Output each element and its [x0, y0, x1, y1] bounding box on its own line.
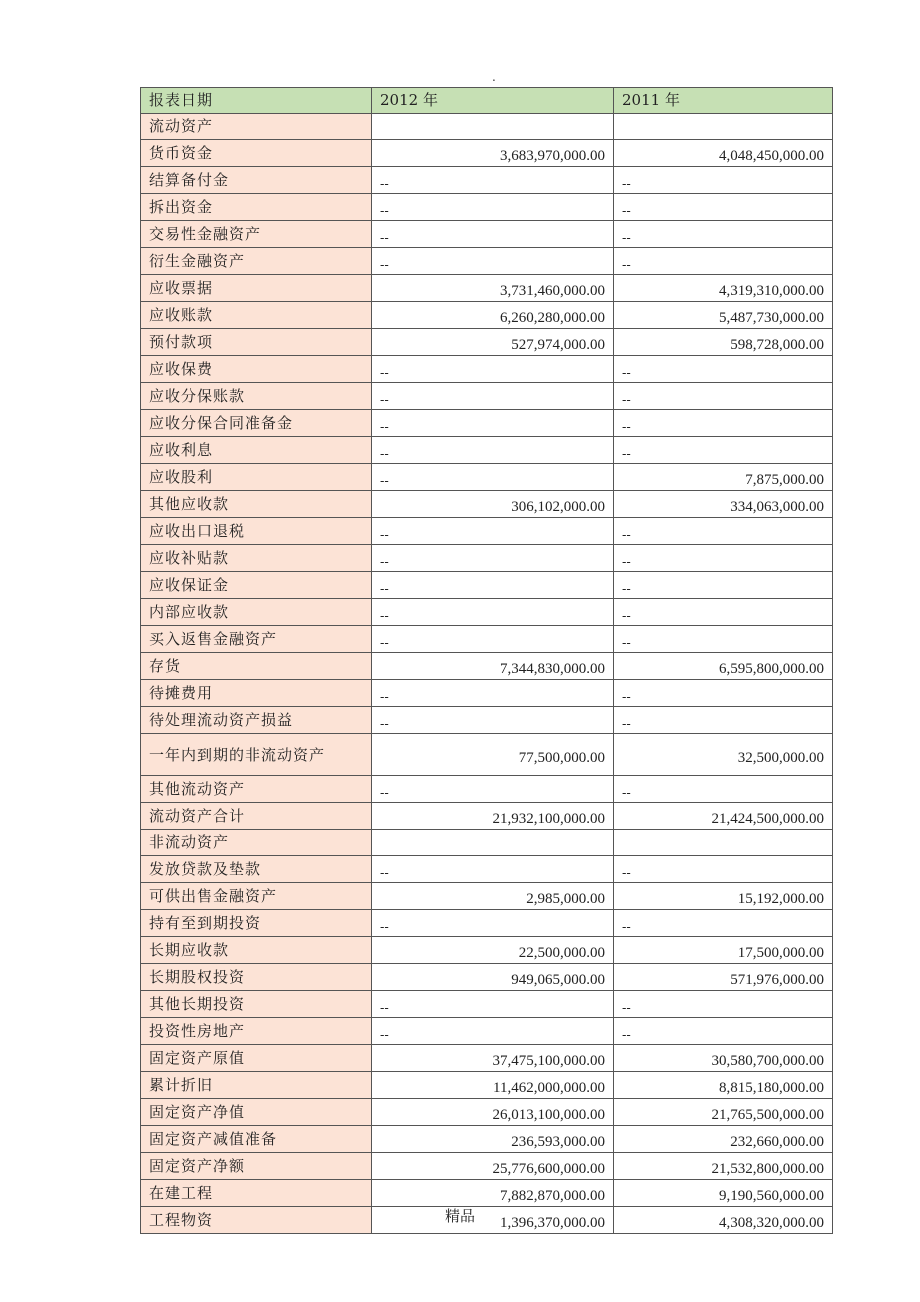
value-2012: [372, 1045, 614, 1072]
table-row: [141, 991, 833, 1018]
cell-text: 11,462,000,000.00: [493, 1080, 605, 1096]
table-row: [141, 410, 833, 437]
row-label: 待摊费用: [141, 680, 372, 707]
value-2011: [614, 1099, 833, 1126]
top-mark: .: [492, 70, 496, 84]
value-2011: [614, 910, 833, 937]
value-2012: [372, 383, 614, 410]
cell-text: 306,102,000.00: [511, 499, 605, 515]
cell-text: 7,875,000.00: [745, 472, 824, 488]
balance-sheet-table: [140, 87, 833, 1234]
cell-text: --: [380, 582, 389, 597]
cell-text: 26,013,100,000.00: [492, 1107, 605, 1123]
value-2012: [372, 545, 614, 572]
cell-text: 77,500,000.00: [518, 750, 605, 766]
cell-text: 4,048,450,000.00: [719, 148, 824, 164]
table-row: [141, 707, 833, 734]
cell-text: --: [380, 866, 389, 881]
value-2012: [372, 248, 614, 275]
value-2011: [614, 572, 833, 599]
cell-text: --: [380, 204, 389, 219]
cell-text: 3,683,970,000.00: [500, 148, 605, 164]
value-2012: [372, 734, 614, 776]
table-row: [141, 114, 833, 140]
value-2011: [614, 856, 833, 883]
cell-text: 21,532,800,000.00: [711, 1161, 824, 1177]
row-label: 应收出口退税: [141, 518, 372, 545]
value-2011: [614, 221, 833, 248]
value-2011: [614, 248, 833, 275]
row-label: 买入返售金融资产: [141, 626, 372, 653]
table-header-row: [141, 88, 833, 114]
value-2011: [614, 114, 833, 140]
cell-text: 9,190,560,000.00: [719, 1188, 824, 1204]
cell-text: --: [622, 717, 631, 732]
value-2011: [614, 653, 833, 680]
cell-text: --: [380, 528, 389, 543]
cell-text: --: [380, 920, 389, 935]
cell-text: --: [622, 420, 631, 435]
table-row: [141, 653, 833, 680]
cell-text: 232,660,000.00: [730, 1134, 824, 1150]
value-2011: [614, 194, 833, 221]
value-2011: [614, 599, 833, 626]
cell-text: --: [380, 690, 389, 705]
cell-text: --: [622, 447, 631, 462]
row-label: 衍生金融资产: [141, 248, 372, 275]
value-2012: [372, 356, 614, 383]
value-2011: [614, 1126, 833, 1153]
table-row: [141, 680, 833, 707]
value-2011: [614, 464, 833, 491]
table-row: [141, 194, 833, 221]
value-2011: [614, 1018, 833, 1045]
table-row: [141, 167, 833, 194]
row-label: 应收保证金: [141, 572, 372, 599]
table-row: [141, 275, 833, 302]
row-label: 存货: [141, 653, 372, 680]
value-2011: [614, 1045, 833, 1072]
table-row: [141, 572, 833, 599]
table-row: [141, 1180, 833, 1207]
value-2012: [372, 167, 614, 194]
value-2011: [614, 680, 833, 707]
row-label: 发放贷款及垫款: [141, 856, 372, 883]
value-2012: [372, 140, 614, 167]
table-row: [141, 776, 833, 803]
table-row: [141, 883, 833, 910]
value-2012: [372, 1099, 614, 1126]
row-label: 应收分保合同准备金: [141, 410, 372, 437]
row-label: 一年内到期的非流动资产: [141, 734, 372, 776]
table-row: [141, 437, 833, 464]
cell-text: --: [622, 528, 631, 543]
cell-text: 21,765,500,000.00: [711, 1107, 824, 1123]
cell-text: --: [622, 786, 631, 801]
value-2011: [614, 776, 833, 803]
table-row: [141, 329, 833, 356]
value-2012: [372, 1180, 614, 1207]
cell-text: 15,192,000.00: [737, 891, 824, 907]
cell-text: --: [380, 609, 389, 624]
value-2012: [372, 830, 614, 856]
table-row: [141, 626, 833, 653]
row-label: 应收利息: [141, 437, 372, 464]
row-label: 其他流动资产: [141, 776, 372, 803]
cell-text: --: [380, 474, 389, 489]
row-label: 持有至到期投资: [141, 910, 372, 937]
cell-text: 7,344,830,000.00: [500, 661, 605, 677]
table-row: [141, 803, 833, 830]
row-label: 应收票据: [141, 275, 372, 302]
table-row: [141, 734, 833, 776]
value-2012: [372, 114, 614, 140]
cell-text: 527,974,000.00: [511, 337, 605, 353]
table-row: [141, 830, 833, 856]
value-2011: [614, 437, 833, 464]
cell-text: 30,580,700,000.00: [711, 1053, 824, 1069]
row-label: 流动资产: [141, 114, 372, 140]
header-2011: 2011 年: [614, 88, 833, 114]
cell-text: --: [622, 866, 631, 881]
value-2012: [372, 1018, 614, 1045]
table-row: [141, 937, 833, 964]
cell-text: 32,500,000.00: [737, 750, 824, 766]
value-2012: [372, 883, 614, 910]
value-2012: [372, 680, 614, 707]
cell-text: --: [380, 636, 389, 651]
value-2012: [372, 464, 614, 491]
cell-text: --: [622, 690, 631, 705]
value-2011: [614, 1072, 833, 1099]
value-2012: [372, 937, 614, 964]
table-row: [141, 964, 833, 991]
cell-text: --: [622, 393, 631, 408]
header-2012: 2012 年: [372, 88, 614, 114]
row-label: 可供出售金融资产: [141, 883, 372, 910]
cell-text: --: [380, 786, 389, 801]
cell-text: 3,731,460,000.00: [500, 283, 605, 299]
value-2012: [372, 1072, 614, 1099]
balance-sheet-body: [141, 88, 833, 1234]
table-row: [141, 464, 833, 491]
cell-text: --: [622, 636, 631, 651]
value-2011: [614, 734, 833, 776]
cell-text: 1,396,370,000.00: [500, 1215, 605, 1231]
cell-text: --: [380, 366, 389, 381]
value-2011: [614, 991, 833, 1018]
cell-text: --: [622, 609, 631, 624]
table-row: [141, 545, 833, 572]
cell-text: 7,882,870,000.00: [500, 1188, 605, 1204]
cell-text: --: [622, 1001, 631, 1016]
table-row: [141, 856, 833, 883]
row-label: 应收股利: [141, 464, 372, 491]
table-row: [141, 356, 833, 383]
row-label: 拆出资金: [141, 194, 372, 221]
cell-text: 4,319,310,000.00: [719, 283, 824, 299]
table-row: [141, 1072, 833, 1099]
table-row: [141, 599, 833, 626]
value-2012: [372, 910, 614, 937]
cell-text: 571,976,000.00: [730, 972, 824, 988]
cell-text: 334,063,000.00: [730, 499, 824, 515]
value-2011: [614, 937, 833, 964]
row-label: 投资性房地产: [141, 1018, 372, 1045]
table-row: [141, 910, 833, 937]
table-row: [141, 1045, 833, 1072]
row-label: 流动资产合计: [141, 803, 372, 830]
cell-text: --: [622, 366, 631, 381]
cell-text: 21,932,100,000.00: [492, 811, 605, 827]
table-row: [141, 302, 833, 329]
cell-text: 4,308,320,000.00: [719, 1215, 824, 1231]
table-row: [141, 518, 833, 545]
cell-text: 949,065,000.00: [511, 972, 605, 988]
row-label: 预付款项: [141, 329, 372, 356]
value-2012: [372, 1126, 614, 1153]
cell-text: 6,595,800,000.00: [719, 661, 824, 677]
value-2011: [614, 410, 833, 437]
cell-text: 5,487,730,000.00: [719, 310, 824, 326]
value-2011: [614, 140, 833, 167]
table-row: [141, 383, 833, 410]
row-label: 应收保费: [141, 356, 372, 383]
value-2012: [372, 329, 614, 356]
row-label: 应收账款: [141, 302, 372, 329]
cell-text: 236,593,000.00: [511, 1134, 605, 1150]
table-row: [141, 248, 833, 275]
row-label: 固定资产原值: [141, 1045, 372, 1072]
value-2012: [372, 803, 614, 830]
value-2011: [614, 964, 833, 991]
cell-text: --: [380, 420, 389, 435]
table-row: [141, 1153, 833, 1180]
row-label: 待处理流动资产损益: [141, 707, 372, 734]
value-2011: [614, 803, 833, 830]
table-row: [141, 1099, 833, 1126]
cell-text: 37,475,100,000.00: [492, 1053, 605, 1069]
value-2011: [614, 707, 833, 734]
value-2012: [372, 964, 614, 991]
value-2012: [372, 991, 614, 1018]
row-label: 固定资产净额: [141, 1153, 372, 1180]
value-2011: [614, 883, 833, 910]
value-2012: [372, 776, 614, 803]
row-label: 货币资金: [141, 140, 372, 167]
value-2011: [614, 302, 833, 329]
value-2011: [614, 383, 833, 410]
row-label: 非流动资产: [141, 830, 372, 856]
cell-text: 6,260,280,000.00: [500, 310, 605, 326]
value-2011: [614, 491, 833, 518]
cell-text: --: [380, 555, 389, 570]
cell-text: 8,815,180,000.00: [719, 1080, 824, 1096]
value-2012: [372, 491, 614, 518]
cell-text: --: [380, 447, 389, 462]
value-2012: [372, 302, 614, 329]
cell-text: --: [622, 1028, 631, 1043]
value-2011: [614, 626, 833, 653]
cell-text: 598,728,000.00: [730, 337, 824, 353]
table-row: [141, 221, 833, 248]
value-2012: [372, 275, 614, 302]
value-2012: [372, 437, 614, 464]
row-label: 结算备付金: [141, 167, 372, 194]
cell-text: --: [380, 177, 389, 192]
cell-text: --: [380, 258, 389, 273]
cell-text: --: [622, 555, 631, 570]
row-label: 固定资产净值: [141, 1099, 372, 1126]
cell-text: 22,500,000.00: [518, 945, 605, 961]
value-2011: [614, 167, 833, 194]
row-label: 累计折旧: [141, 1072, 372, 1099]
cell-text: 21,424,500,000.00: [711, 811, 824, 827]
value-2012: [372, 518, 614, 545]
cell-text: --: [622, 920, 631, 935]
cell-text: --: [380, 393, 389, 408]
value-2011: [614, 830, 833, 856]
value-2012: [372, 410, 614, 437]
row-label: 应收分保账款: [141, 383, 372, 410]
cell-text: --: [622, 582, 631, 597]
row-label: 在建工程: [141, 1180, 372, 1207]
cell-text: --: [622, 258, 631, 273]
cell-text: --: [622, 177, 631, 192]
cell-text: --: [380, 231, 389, 246]
cell-text: --: [380, 1001, 389, 1016]
value-2011: [614, 518, 833, 545]
cell-text: --: [622, 231, 631, 246]
value-2011: [614, 1153, 833, 1180]
value-2012: [372, 221, 614, 248]
value-2012: [372, 626, 614, 653]
value-2012: [372, 1153, 614, 1180]
row-label: 长期股权投资: [141, 964, 372, 991]
row-label: 固定资产减值准备: [141, 1126, 372, 1153]
row-label: 交易性金融资产: [141, 221, 372, 248]
row-label: 其他长期投资: [141, 991, 372, 1018]
cell-text: 17,500,000.00: [737, 945, 824, 961]
value-2012: [372, 194, 614, 221]
cell-text: 25,776,600,000.00: [492, 1161, 605, 1177]
table-row: [141, 1126, 833, 1153]
row-label: 其他应收款: [141, 491, 372, 518]
row-label: 内部应收款: [141, 599, 372, 626]
cell-text: --: [380, 717, 389, 732]
page-footer: 精品: [444, 1207, 475, 1225]
cell-text: --: [622, 204, 631, 219]
row-label: 长期应收款: [141, 937, 372, 964]
value-2012: [372, 856, 614, 883]
row-label: 工程物资: [141, 1207, 372, 1234]
table-row: [141, 1018, 833, 1045]
value-2012: [372, 572, 614, 599]
cell-text: --: [380, 1028, 389, 1043]
value-2012: [372, 599, 614, 626]
value-2012: [372, 707, 614, 734]
cell-text: 2,985,000.00: [526, 891, 605, 907]
value-2012: [372, 653, 614, 680]
header-date-label: 报表日期: [141, 88, 372, 114]
value-2011: [614, 545, 833, 572]
row-label: 应收补贴款: [141, 545, 372, 572]
table-row: [141, 491, 833, 518]
table-row: [141, 140, 833, 167]
value-2011: [614, 356, 833, 383]
value-2011: [614, 275, 833, 302]
value-2011: [614, 1180, 833, 1207]
value-2011: [614, 329, 833, 356]
